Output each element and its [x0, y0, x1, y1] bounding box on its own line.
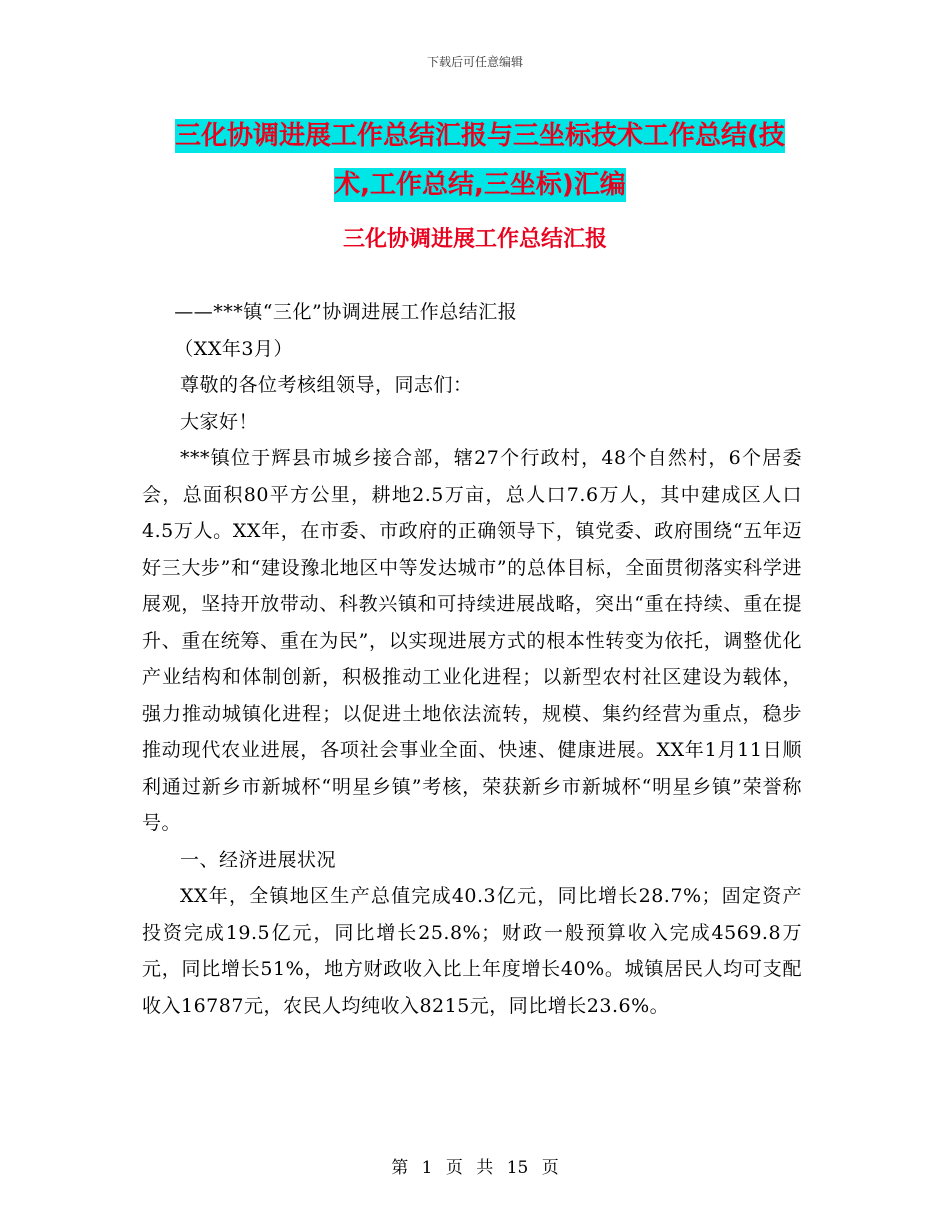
date-paragraph: （XX年3月） — [174, 337, 293, 360]
section-title: 三化协调进展工作总结汇报 — [342, 227, 607, 252]
header-note: 下载后可任意编辑 — [426, 55, 523, 69]
footer-suffix: 页 — [541, 1158, 559, 1178]
salutation-paragraph: 尊敬的各位考核组领导，同志们： — [180, 374, 473, 396]
section-heading-economy: 一、经济进展状况 — [180, 848, 337, 871]
document-body — [142, 294, 802, 1024]
document-title — [140, 112, 820, 210]
document-title-line-1: 三化协调进展工作总结汇报与三坐标技术工作总结(技 — [175, 121, 785, 151]
subtitle-paragraph: ——***镇“三化”协调进展工作总结汇报 — [174, 301, 518, 323]
page-footer — [0, 1153, 950, 1178]
footer-page-label: 页 — [445, 1158, 463, 1178]
footer-prefix: 第 — [391, 1158, 409, 1178]
footer-total-label: 共 — [476, 1158, 494, 1178]
economy-paragraph: XX年，全镇地区生产总值完成40.3亿元，同比增长28.7%；固定资产投资完成19.5亿元，同比增长25.8%；财政一般预算收入完成4569.8万元，同比增长51%，地方财政收入比上年度增长40%。城镇居民人均可支配收入16787元，农民人均纯收入8215元，同比增长23.6%。 — [142, 885, 802, 1017]
footer-total-pages: 15 — [506, 1158, 529, 1178]
document-title-line-2: 术,工作总结,三坐标)汇编 — [334, 170, 626, 200]
greeting-paragraph: 大家好！ — [180, 410, 259, 433]
footer-page-number: 1 — [421, 1158, 433, 1178]
overview-paragraph: ***镇位于辉县市城乡接合部，辖27个行政村，48个自然村，6个居委会，总面积80平方公里，耕地2.5万亩，总人口7.6万人，其中建成区人口4.5万人。XX年，在市委、市政府的正确领导下，镇党委、政府围绕“五年迈好三大步”和“建设豫北地区中等发达城市”的总体目标，全面贯彻落实科学进展观，坚持开放带动、科教兴镇和可持续进展战略，突出“重在持续、重在提升、重在统筹、重在为民”，以实现进展方式的根本性转变为依托，调整优化产业结构和体制创新，积极推动工业化进程；以新型农村社区建设为载体，强力推动城镇化进程；以促进土地依法流转，规模、集约经营为重点，稳步推动现代农业进展，各项社会事业全面、快速、健康进展。XX年1月11日顺利通过新乡市新城杯“明星乡镇”考核，荣获新乡市新城杯“明星乡镇”荣誉称号。 — [142, 447, 802, 834]
